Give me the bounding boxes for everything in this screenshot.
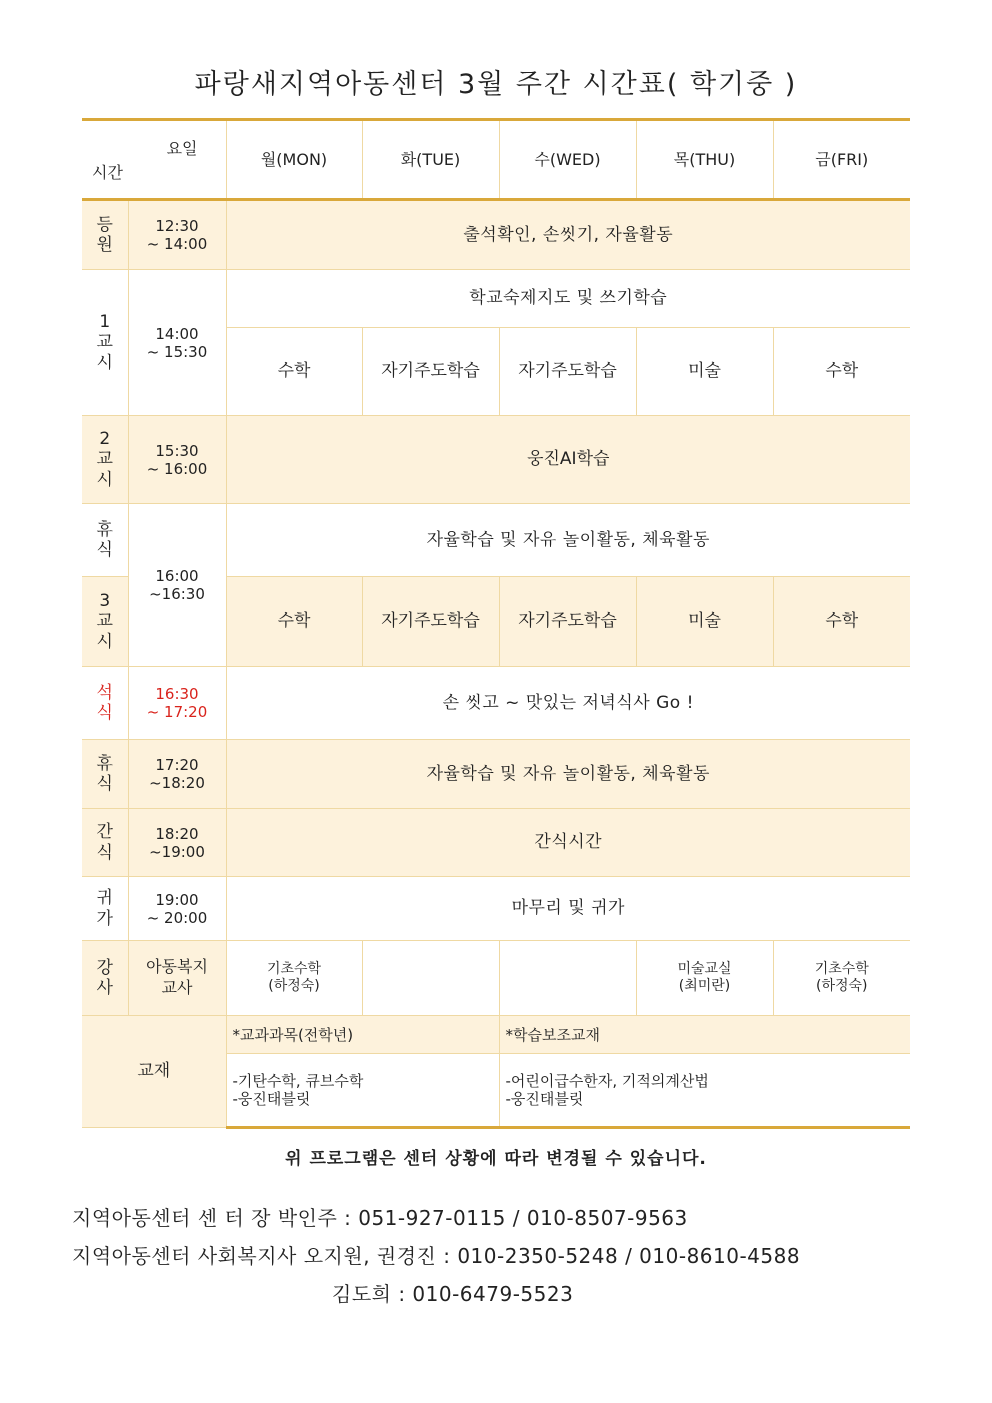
subject-period1-thu: 미술 [636,328,773,416]
row-label-snack: 간 식 [82,809,128,877]
row-label-period3: 3 교 시 [82,577,128,667]
activity-snack: 간식시간 [226,809,910,877]
corner-cell [82,120,226,200]
contact-director: 지역아동센터 센 터 장 박인주 : 051-927-0115 / 010-8507-9563 [72,1206,688,1230]
row-label-period2: 2 교 시 [82,416,128,504]
materials-right-list: -어린이급수한자, 기적의계산법 -웅진태블릿 [499,1054,910,1128]
instructor-fri: 기초수학 (하정숙) [773,941,910,1016]
activity-home: 마무리 및 귀가 [226,877,910,941]
instructor-thu: 미술교실 (최미란) [636,941,773,1016]
time-break1-period3: 16:00 ~16:30 [128,504,226,667]
materials-left-title: *교과과목(전학년) [226,1016,499,1054]
day-header-thu: 목(THU) [636,120,773,200]
time-dinner: 16:30 ~ 17:20 [128,667,226,740]
subject-period3-tue: 자기주도학습 [362,577,499,667]
time-period2: 15:30 ~ 16:00 [128,416,226,504]
row-break2 [82,740,910,809]
subject-period3-fri: 수학 [773,577,910,667]
row-break1 [82,504,910,577]
contact-extra: 김도희 : 010-6479-5523 [332,1282,574,1306]
row-instructors [82,941,910,1016]
day-header-fri: 금(FRI) [773,120,910,200]
row-materials-titles [82,1016,910,1054]
schedule-change-note: 위 프로그램은 센터 상황에 따라 변경될 수 있습니다. [285,1149,707,1169]
row-home [82,877,910,941]
time-period1: 14:00 ~ 15:30 [128,270,226,416]
materials-right-title: *학습보조교재 [499,1016,910,1054]
row-label-break2: 휴 식 [82,740,128,809]
row-label-instructors: 강 사 [82,941,128,1016]
materials-left-list: -기탄수학, 큐브수학 -웅진태블릿 [226,1054,499,1128]
weekly-schedule-table [82,118,910,1129]
row-period1-top [82,270,910,328]
instructor-mon: 기초수학 (하정숙) [226,941,362,1016]
subject-period1-mon: 수학 [226,328,362,416]
corner-time-label: 시간 [92,162,123,182]
time-snack: 18:20 ~19:00 [128,809,226,877]
row-label-break1: 휴 식 [82,504,128,577]
subject-period1-tue: 자기주도학습 [362,328,499,416]
header-row [82,120,910,200]
staff-instructors: 아동복지 교사 [128,941,226,1016]
row-period2 [82,416,910,504]
materials-label: 교재 [82,1016,226,1128]
time-arrival: 12:30 ~ 14:00 [128,200,226,270]
activity-period2: 웅진AI학습 [226,416,910,504]
row-label-dinner: 석 식 [82,667,128,740]
row-label-arrival: 등 원 [82,200,128,270]
activity-arrival: 출석확인, 손씻기, 자율활동 [226,200,910,270]
day-header-tue: 화(TUE) [362,120,499,200]
activity-break2: 자율학습 및 자유 놀이활동, 체육활동 [226,740,910,809]
subject-period3-mon: 수학 [226,577,362,667]
row-label-home: 귀 가 [82,877,128,941]
row-arrival [82,200,910,270]
corner-day-label: 요일 [166,139,198,158]
day-header-wed: 수(WED) [499,120,636,200]
subject-period1-fri: 수학 [773,328,910,416]
subject-period3-wed: 자기주도학습 [499,577,636,667]
activity-dinner: 손 씻고 ~ 맛있는 저녁식사 Go ! [226,667,910,740]
row-label-period1: 1 교 시 [82,270,128,416]
time-break2: 17:20 ~18:20 [128,740,226,809]
page-title: 파랑새지역아동센터 3월 주간 시간표( 학기중 ) [194,69,798,100]
contact-social-workers: 지역아동센터 사회복지사 오지원, 권경진 : 010-2350-5248 / 010-8610-4588 [72,1244,801,1268]
subject-period1-wed: 자기주도학습 [499,328,636,416]
time-home: 19:00 ~ 20:00 [128,877,226,941]
row-snack [82,809,910,877]
row-dinner [82,667,910,740]
activity-period1: 학교숙제지도 및 쓰기학습 [226,270,910,328]
instructor-wed [499,941,636,1016]
activity-break1: 자율학습 및 자유 놀이활동, 체육활동 [226,504,910,577]
instructor-tue [362,941,499,1016]
subject-period3-thu: 미술 [636,577,773,667]
day-header-mon: 월(MON) [226,120,362,200]
